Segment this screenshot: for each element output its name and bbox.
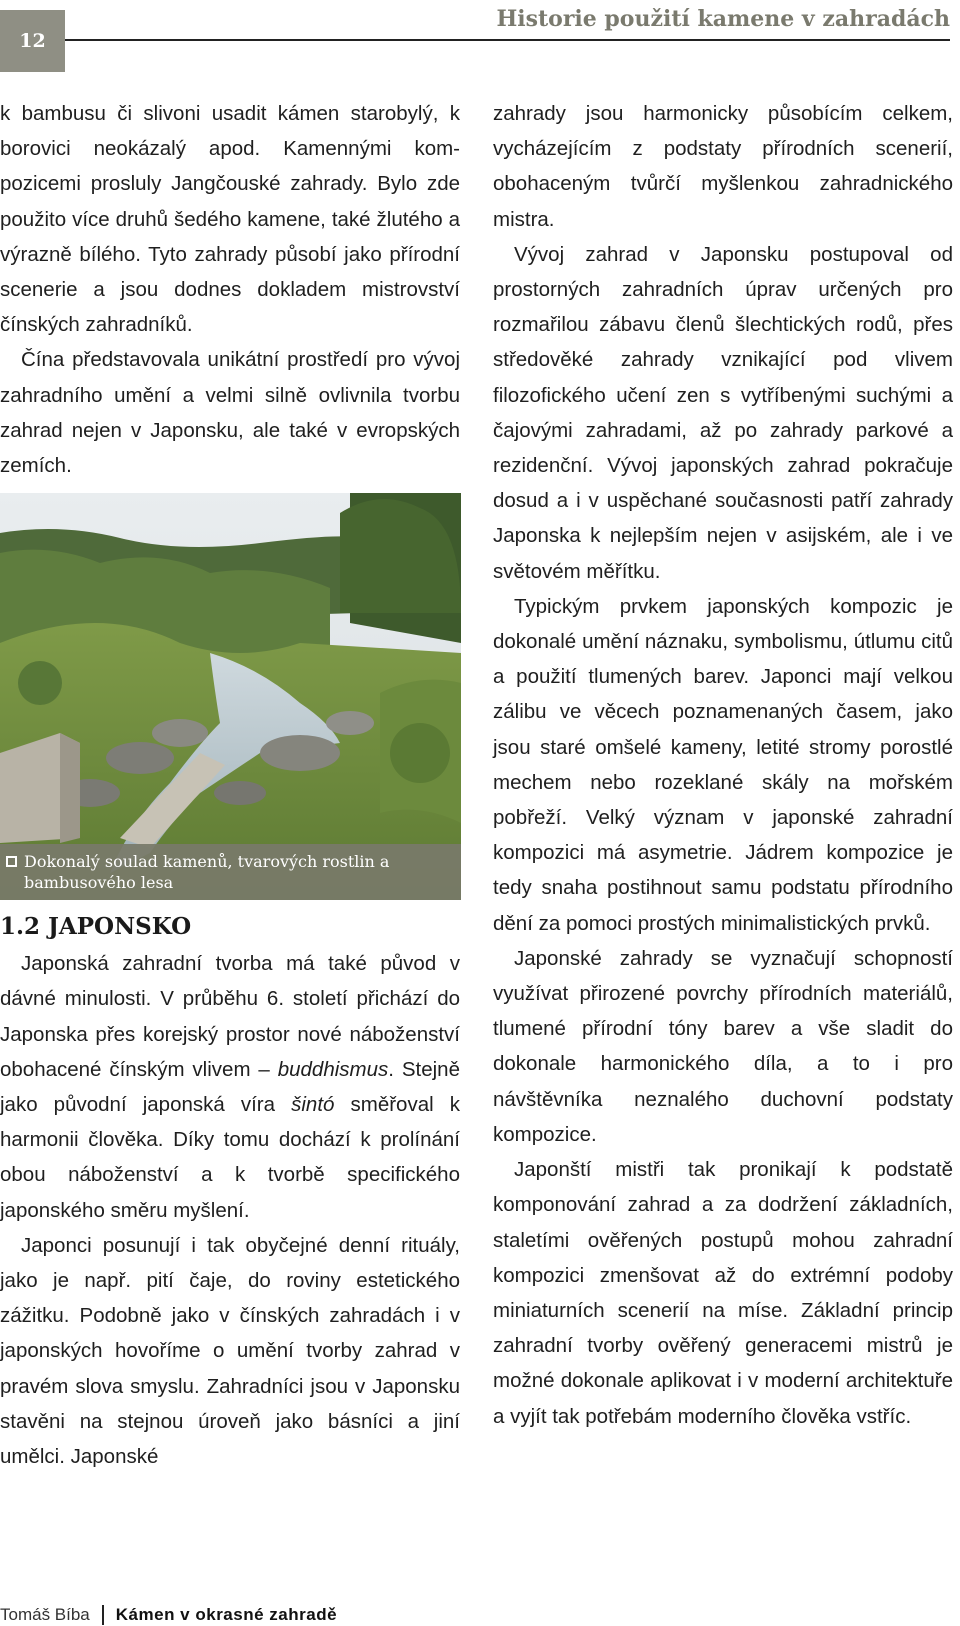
paragraph: Japonská zahradní tvorba má také původ v dávné minulosti. V průběhu 6. století přichází do Japonska přes korejský prostor nové náboženství obohacené čínským vlivem – buddhismus. Stejně jako původní japonská víra šintó směřoval k harmonii člověka. Díky tomu dochází k prolínání obou náboženství a k tvorbě specifického japonského směru myšlení.	[0, 952, 460, 1222]
stream-landscape-image	[0, 493, 461, 900]
paragraph: Japonské zahrady se vyznačují schopností využívat přirozené povrchy přírodních materiálů, tlumené přírodní tóny barev a vše sladit do dokonale harmonického díla, a to i pro návštěvníka neznalého duchovní podstaty kompozice.	[493, 946, 953, 1146]
paragraph: Japonci posunují i tak obyčejné denní rituály, jako je např. pití čaje, do roviny estetického zážitku. Podobně jako v čínských zahradách i v japonských hovoříme o umění tvorby zahrad v pravém slova smyslu. Zahradníci jsou v Japonsku stavěni na stejnou úroveň jako básníci a jiní umělci. Japonské	[0, 1233, 460, 1469]
paragraph: Typickým prvkem japonských kompozic je dokonalé umění náznaku, symbolismu, útlumu citů a použití tlumených barev. Japonci mají velkou zálibu ve věcech poznamenaných časem, jako jsou staré omšelé kameny, letité stromy porostlé mechem nebo rozeklané skály na mořském pobřeží. Velký význam v japonské zahradní kompozici má asymetrie. Jádrem kompozice je tedy snaha postihnout samu podstatu přírodního dění za pomoci prostých minimalistických prvků.	[493, 594, 953, 935]
left-column	[0, 96, 460, 1474]
header-rule	[65, 39, 950, 41]
footer-divider	[102, 1605, 104, 1625]
right-column	[493, 96, 953, 1434]
paragraph: k bambusu či slivoni usadit kámen starobylý, k borovici neokázalý apod. Kamennými kompozicemi prosluly Jangčouské zahrady. Bylo zde použito více druhů šedého kamene, také žlutého a výrazně bílého. Tyto zahrady působí jako přírodní scenerie a jsou dodnes dokladem mistrovství čínských zahradníků.	[0, 102, 460, 337]
paragraph: Vývoj zahrad v Japonsku postupoval od prostorných zahradních úprav určených pro rozmařilou zábavu členů šlechtických rodů, přes středověké zahrady vznikající pod vlivem filozofického učení zen s vytříbenými suchými a čajovými zahradami, až po zahrady parkové a rezidenční. Vývoj japonských zahrad pokračuje dosud a i v uspěchané současnosti patří zahrady Japonska k nejlepším nejen v asijském, ale i ve světovém měřítku.	[493, 242, 953, 583]
garden-photo	[0, 493, 461, 900]
footer	[0, 1604, 337, 1626]
running-title: Historie použití kamene v zahradách	[496, 6, 950, 32]
author-name: Tomáš Bíba	[0, 1605, 90, 1624]
paragraph: zahrady jsou harmonicky působícím celkem, vycházejícím z podstaty přírodních scenerií, obohaceným tvůrčí myšlenkou zahradnického mistra.	[493, 102, 953, 231]
photo-caption: Dokonalý soulad kamenů, tvarových rostlin a bambusového lesa	[0, 844, 461, 900]
section-heading: 1.2 JAPONSKO	[0, 913, 192, 941]
book-title: Kámen v okrasné zahradě	[115, 1605, 338, 1624]
paragraph: Čína představovala unikátní prostředí pro vývoj zahradního umění a velmi silně ovlivnila tvorbu zahrad nejen v Japonsku, ale také v evropských zemích.	[0, 348, 460, 478]
caption-square-icon	[6, 856, 17, 867]
page-number: 12	[0, 10, 65, 72]
paragraph: Japonští mistři tak pronikají k podstatě komponování zahrad a za dodržení základních, staletími ověřených postupů mohou zahradní kompozici zmenšovat až do extrémní podoby miniaturních scenerií na míse. Základní princip zahradní tvorby ověřený generacemi mistrů je možné dokonale aplikovat i v moderní architektuře a vyjít tak potřebám moderního člověka vstříc.	[493, 1158, 953, 1428]
